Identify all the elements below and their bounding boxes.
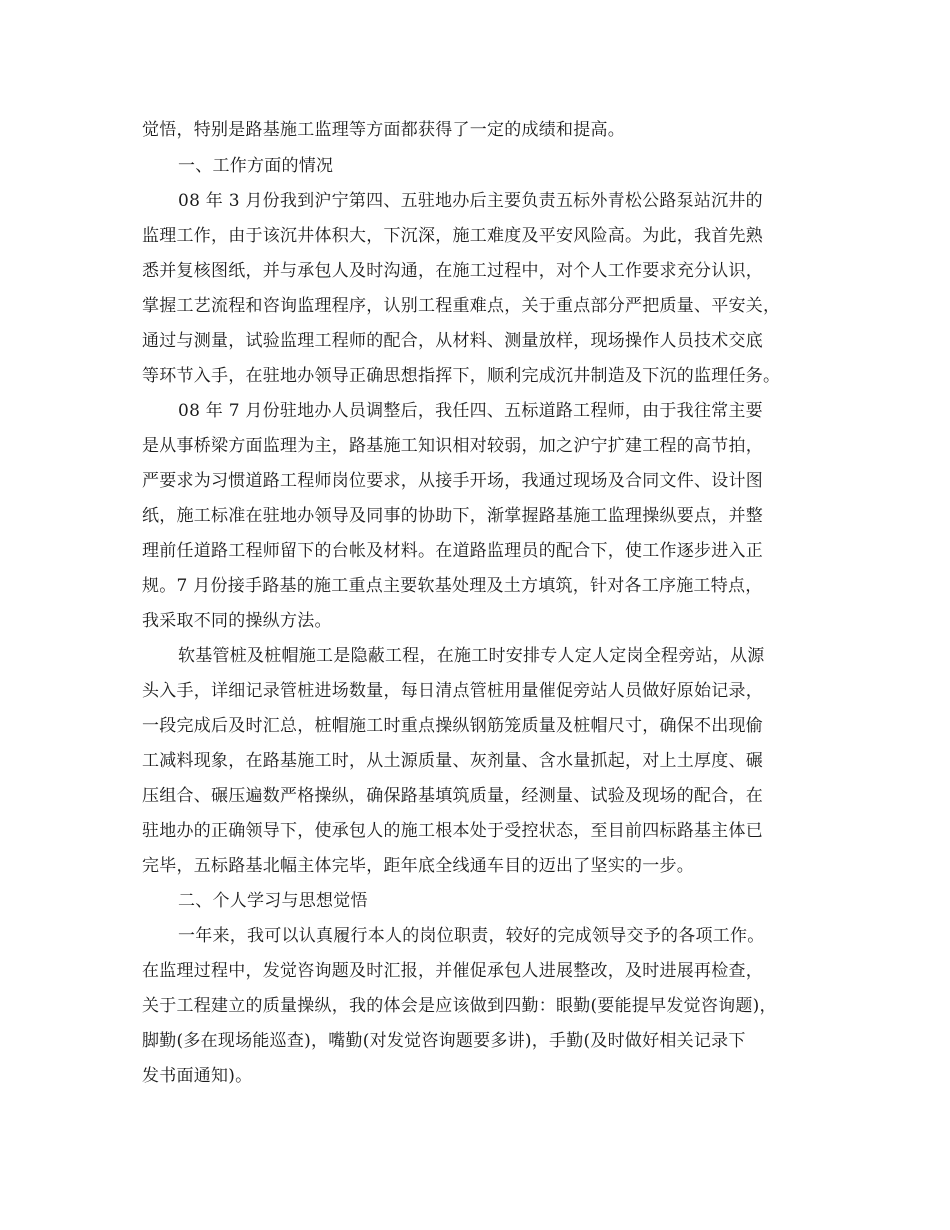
- paragraph-line: 觉悟，特别是路基施工监理等方面都获得了一定的成绩和提高。: [142, 120, 625, 140]
- paragraph-line: 理前任道路工程师留下的台帐及材料。在道路监理员的配合下，使工作逐步进入正: [142, 541, 763, 561]
- paragraph-line: 脚勤(多在现场能巡查)，嘴勤(对发觉咨询题要多讲)，手勤(及时做好相关记录下: [142, 1031, 746, 1051]
- paragraph-line: 压组合、碾压遍数严格操纵，确保路基填筑质量，经测量、试验及现场的配合，在: [142, 786, 763, 806]
- paragraph-line: 掌握工艺流程和咨询监理程序，认别工程重难点，关于重点部分严把质量、平安关，: [142, 296, 781, 316]
- paragraph-line: 一年来，我可以认真履行本人的岗位职责，较好的完成领导交予的各项工作。: [178, 926, 765, 946]
- paragraph-line: 监理工作，由于该沉井体积大，下沉深，施工难度及平安风险高。为此，我首先熟: [142, 226, 763, 246]
- paragraph-line: 纸，施工标准在驻地办领导及同事的协助下，渐掌握路基施工监理操纵要点，并整: [142, 506, 763, 526]
- paragraph-line: 是从事桥梁方面监理为主，路基施工知识相对较弱，加之沪宁扩建工程的高节拍，: [142, 436, 763, 456]
- paragraph-line: 通过与测量，试验监理工程师的配合，从材料、测量放样，现场操作人员技术交底: [142, 331, 763, 351]
- paragraph-line: 等环节入手，在驻地办领导正确思想指挥下，顺利完成沉井制造及下沉的监理任务。: [142, 366, 781, 386]
- paragraph-line: 头入手，详细记录管桩进场数量，每日清点管桩用量催促旁站人员做好原始记录，: [142, 681, 763, 701]
- paragraph-line: 发书面通知)。: [142, 1066, 253, 1086]
- paragraph-line: 08 年 3 月份我到沪宁第四、五驻地办后主要负责五标外青松公路泵站沉井的: [178, 191, 763, 211]
- section-heading: 一、工作方面的情况: [178, 156, 334, 176]
- paragraph-line: 驻地办的正确领导下，使承包人的施工根本处于受控状态，至目前四标路基主体已: [142, 821, 763, 841]
- paragraph-line: 悉并复核图纸，并与承包人及时沟通，在施工过程中，对个人工作要求充分认识，: [142, 261, 763, 281]
- paragraph-line: 我采取不同的操纵方法。: [142, 611, 332, 631]
- paragraph-line: 在监理过程中，发觉咨询题及时汇报，并催促承包人进展整改，及时进展再检查，: [142, 961, 763, 981]
- paragraph-line: 规。7 月份接手路基的施工重点主要软基处理及土方填筑，针对各工序施工特点，: [142, 576, 763, 596]
- paragraph-line: 软基管桩及桩帽施工是隐蔽工程，在施工时安排专人定人定岗全程旁站，从源: [178, 646, 765, 666]
- paragraph-line: 严要求为习惯道路工程师岗位要求，从接手开场，我通过现场及合同文件、设计图: [142, 471, 763, 491]
- paragraph-line: 关于工程建立的质量操纵，我的体会是应该做到四勤：眼勤(要能提早发觉咨询题)，: [142, 996, 777, 1016]
- paragraph-line: 工减料现象，在路基施工时，从土源质量、灰剂量、含水量抓起，对上土厚度、碾: [142, 751, 763, 771]
- paragraph-line: 完毕，五标路基北幅主体完毕，距年底全线通车目的迈出了坚实的一步。: [142, 856, 694, 876]
- paragraph-line: 08 年 7 月份驻地办人员调整后，我任四、五标道路工程师，由于我往常主要: [178, 401, 763, 421]
- paragraph-line: 一段完成后及时汇总，桩帽施工时重点操纵钢筋笼质量及桩帽尺寸，确保不出现偷: [142, 716, 763, 736]
- section-heading: 二、个人学习与思想觉悟: [178, 891, 368, 911]
